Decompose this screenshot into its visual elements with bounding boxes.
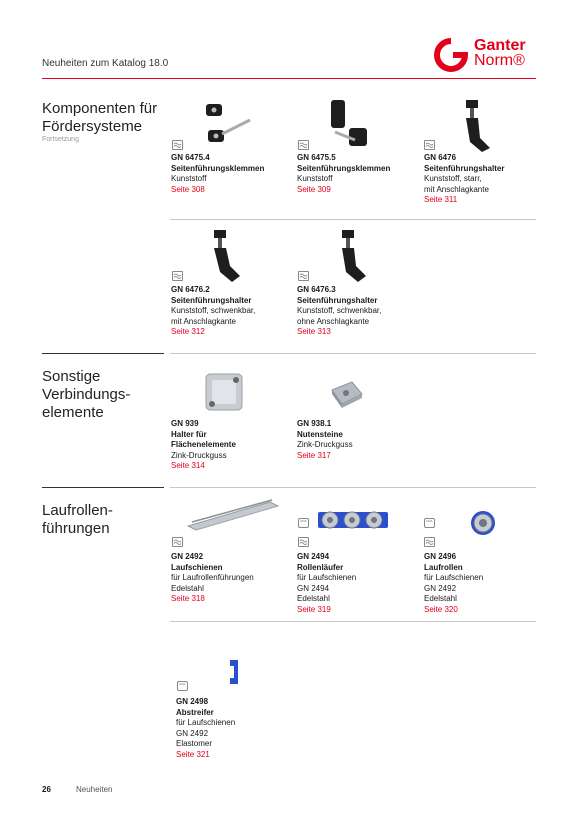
product-page-link[interactable]: Seite 313 xyxy=(297,327,331,336)
product-name: Rollenläufer xyxy=(297,562,344,572)
product-image-gn938-1 xyxy=(328,378,364,412)
section-title-line: Laufrollen- xyxy=(42,502,113,519)
product-name: Seitenführungshalter xyxy=(297,295,378,305)
product-image-gn2494 xyxy=(316,504,390,534)
product-code: GN 6475.4 xyxy=(171,153,210,162)
product-desc: Kunststoff, schwenkbar, xyxy=(171,306,256,315)
product-page-link[interactable]: Seite 317 xyxy=(297,450,331,460)
section-title-line: Komponenten für xyxy=(42,100,158,117)
section-title-verbindungselemente xyxy=(42,368,130,422)
product-desc: Edelstahl xyxy=(424,594,457,603)
product-desc: Edelstahl xyxy=(171,583,204,593)
washdown-icon xyxy=(298,271,309,281)
product-page-link[interactable]: Seite 319 xyxy=(297,604,331,614)
product-gn2496 xyxy=(424,552,546,615)
product-name: Seitenführungshalter xyxy=(171,295,252,305)
product-desc: für Laufschienen xyxy=(424,573,484,582)
product-name: Seitenführungsklemmen xyxy=(297,163,391,173)
product-desc: mit Anschlagkante xyxy=(171,316,236,326)
product-image-gn6475-4 xyxy=(200,100,256,150)
product-desc: GN 2494 xyxy=(297,583,330,593)
section-title-line: führungen xyxy=(42,520,110,537)
product-name: Laufrollen xyxy=(424,562,463,572)
product-code: GN 6476.3 xyxy=(297,285,336,294)
product-image-gn6475-5 xyxy=(325,96,381,152)
product-desc: Zink-Druckguss xyxy=(171,450,227,460)
product-desc: Kunststoff, starr, xyxy=(424,174,482,183)
washdown-icon xyxy=(298,140,309,150)
product-name: Halter für xyxy=(171,429,207,439)
product-page-link[interactable]: Seite 308 xyxy=(171,184,205,194)
product-gn6476-3 xyxy=(297,285,419,338)
product-image-gn6476-2 xyxy=(208,228,248,284)
product-image-gn6476 xyxy=(456,98,496,154)
product-desc: Kunststoff xyxy=(297,174,333,183)
product-desc: GN 2492 xyxy=(424,583,457,593)
section-title-line: Verbindungs- xyxy=(42,386,131,403)
fda-label: FDA xyxy=(179,682,186,686)
product-desc: für Laufschienen xyxy=(176,718,236,727)
product-name-line-2: Flächenelemente xyxy=(171,440,236,449)
section-title-line: Fördersysteme xyxy=(42,118,143,135)
fda-icon xyxy=(298,518,309,528)
washdown-icon xyxy=(172,537,183,547)
section-subtitle: Fortsetzung xyxy=(42,136,79,143)
product-desc: Elastomer xyxy=(176,739,213,748)
header-rule xyxy=(42,78,536,79)
ganter-norm-logo xyxy=(434,38,544,72)
product-image-gn2496 xyxy=(468,508,498,538)
logo-line-1: Ganter xyxy=(474,37,526,54)
section-title-foerdersysteme xyxy=(42,100,157,136)
product-desc: für Laufrollenführungen xyxy=(171,573,254,582)
product-gn939 xyxy=(171,419,293,472)
product-code: GN 939 xyxy=(171,419,199,428)
section-divider xyxy=(42,487,164,488)
product-code: GN 2492 xyxy=(171,552,204,561)
section-title-line: elemente xyxy=(42,404,104,421)
product-image-gn6476-3 xyxy=(336,228,376,284)
section-divider xyxy=(42,353,164,354)
section-title-laufrollenfuehrungen xyxy=(42,502,113,538)
row-divider xyxy=(170,621,536,622)
product-desc: Kunststoff, schwenkbar, xyxy=(297,306,382,315)
product-page-link[interactable]: Seite 318 xyxy=(171,594,205,603)
product-desc: ohne Anschlagkante xyxy=(297,316,370,326)
washdown-icon xyxy=(424,537,435,547)
row-divider xyxy=(170,487,536,488)
footer-label: Neuheiten xyxy=(76,785,113,794)
product-name: Seitenführungsklemmen xyxy=(171,163,265,173)
product-code: GN 2498 xyxy=(176,697,209,706)
row-divider xyxy=(170,353,536,354)
row-divider xyxy=(170,219,536,220)
product-page-link[interactable]: Seite 320 xyxy=(424,604,458,614)
washdown-icon xyxy=(424,140,435,150)
product-image-gn2498 xyxy=(226,658,242,686)
product-name: Seitenführungshalter xyxy=(424,163,505,173)
product-code: GN 938.1 xyxy=(297,419,332,428)
fda-icon xyxy=(424,518,435,528)
washdown-icon xyxy=(172,271,183,281)
product-image-gn2492 xyxy=(186,498,280,534)
product-gn2494 xyxy=(297,552,419,615)
ganter-g-logo-icon xyxy=(434,38,468,72)
product-page-link[interactable]: Seite 309 xyxy=(297,184,331,194)
product-code: GN 2496 xyxy=(424,552,457,561)
product-name: Laufschienen xyxy=(171,562,223,572)
product-gn6475-4 xyxy=(171,153,293,195)
product-page-link[interactable]: Seite 321 xyxy=(176,749,210,759)
product-desc: Zink-Druckguss xyxy=(297,440,353,449)
product-desc: Kunststoff xyxy=(171,174,207,183)
product-name: Abstreifer xyxy=(176,707,214,717)
product-image-gn939 xyxy=(202,370,248,416)
washdown-icon xyxy=(172,140,183,150)
section-title-line: Sonstige xyxy=(42,368,101,385)
product-gn6476 xyxy=(424,153,546,206)
product-code: GN 2494 xyxy=(297,552,330,561)
product-name: Nutensteine xyxy=(297,429,343,439)
fda-icon xyxy=(177,681,188,691)
product-gn938-1 xyxy=(297,419,419,461)
product-page-link[interactable]: Seite 311 xyxy=(424,195,458,204)
product-code: GN 6476.2 xyxy=(171,285,210,294)
product-gn6475-5 xyxy=(297,153,419,195)
product-page-link[interactable]: Seite 314 xyxy=(171,461,205,470)
product-desc: für Laufschienen xyxy=(297,573,357,582)
page-number: 26 xyxy=(42,785,51,794)
product-desc: mit Anschlagkante xyxy=(424,184,489,194)
product-gn6476-2 xyxy=(171,285,293,338)
product-desc: GN 2492 xyxy=(176,728,209,738)
product-page-link[interactable]: Seite 312 xyxy=(171,327,205,336)
product-gn2498 xyxy=(176,697,298,760)
fda-label: FDA xyxy=(300,519,307,523)
washdown-icon xyxy=(298,537,309,547)
header-title: Neuheiten zum Katalog 18.0 xyxy=(42,58,169,69)
product-gn2492 xyxy=(171,552,293,605)
product-code: GN 6476 xyxy=(424,153,457,162)
fda-label: FDA xyxy=(426,519,433,523)
logo-line-2: Norm® xyxy=(474,52,525,69)
product-code: GN 6475.5 xyxy=(297,153,336,162)
product-desc: Edelstahl xyxy=(297,594,330,603)
